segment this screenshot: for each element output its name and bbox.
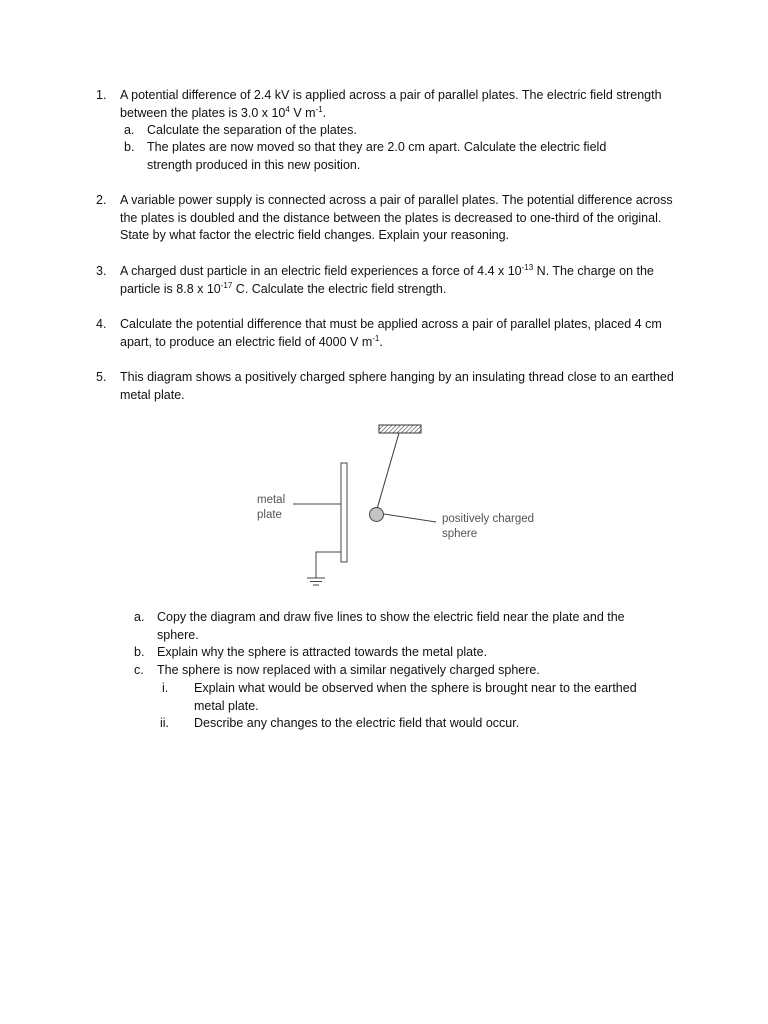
question-number: 1. <box>96 88 107 102</box>
part-label: a. <box>124 123 135 137</box>
ceiling-support <box>379 425 421 433</box>
question-text: A charged dust particle in an electric field experiences a force of 4.4 x $10^{-13}$ N. The charge on the particle is 8.8 x $10^{-17}$ C. Calculate the electric field strength. <box>120 263 654 296</box>
question-text: A variable power supply is connected across a pair of parallel plates. The potential difference across the plates is doubled and the distance between the plates is decreased to one-third of the original. State by what factor the electric field changes. Explain your reasoning. <box>120 193 673 243</box>
question-number: 3. <box>96 264 107 278</box>
part-text: Explain why the sphere is attracted towards the metal plate. <box>157 645 488 659</box>
metal-plate-label: metal plate <box>257 494 286 521</box>
question-text: A potential difference of 2.4 kV is applied across a pair of parallel plates. The electric field strength between the plates is 3.0 x $10^4$ V $m^{-1}$. <box>120 88 662 120</box>
subpart-label: i. <box>162 681 169 695</box>
earth-wire <box>316 552 341 578</box>
charged-sphere-diagram <box>0 418 768 618</box>
question-number: 2. <box>96 193 107 207</box>
sphere-label-leader <box>384 514 436 522</box>
subpart-text: Explain what would be observed when the sphere is brought near to the earthed metal plate. <box>194 681 637 713</box>
question-text: This diagram shows a positively charged sphere hanging by an insulating thread close to an earthed metal plate. <box>120 370 674 402</box>
earth-icon <box>307 578 325 585</box>
insulating-thread <box>377 433 399 509</box>
part-text: Copy the diagram and draw five lines to show the electric field near the plate and the sphere. <box>157 610 625 642</box>
part-text: The plates are now moved so that they are 2.0 cm apart. Calculate the electric field strength produced in this new position. <box>147 140 607 172</box>
part-text: The sphere is now replaced with a similar negatively charged sphere. <box>157 663 540 677</box>
subpart-label: ii. <box>160 716 170 730</box>
subpart-text: Describe any changes to the electric field that would occur. <box>194 716 520 730</box>
charged-sphere <box>370 508 384 522</box>
question-text: Calculate the potential difference that must be applied across a pair of parallel plates, placed 4 cm apart, to produce an electric field of 4000 V $m^{-1}$. <box>120 317 662 349</box>
part-label: b. <box>124 140 135 154</box>
question-number: 5. <box>96 370 107 384</box>
part-label: b. <box>134 645 145 659</box>
metal-plate <box>341 463 347 562</box>
sphere-label: positively charged sphere <box>442 513 535 540</box>
part-label: c. <box>134 663 144 677</box>
part-text: Calculate the separation of the plates. <box>147 123 357 137</box>
question-number: 4. <box>96 317 107 331</box>
part-label: a. <box>134 610 145 624</box>
